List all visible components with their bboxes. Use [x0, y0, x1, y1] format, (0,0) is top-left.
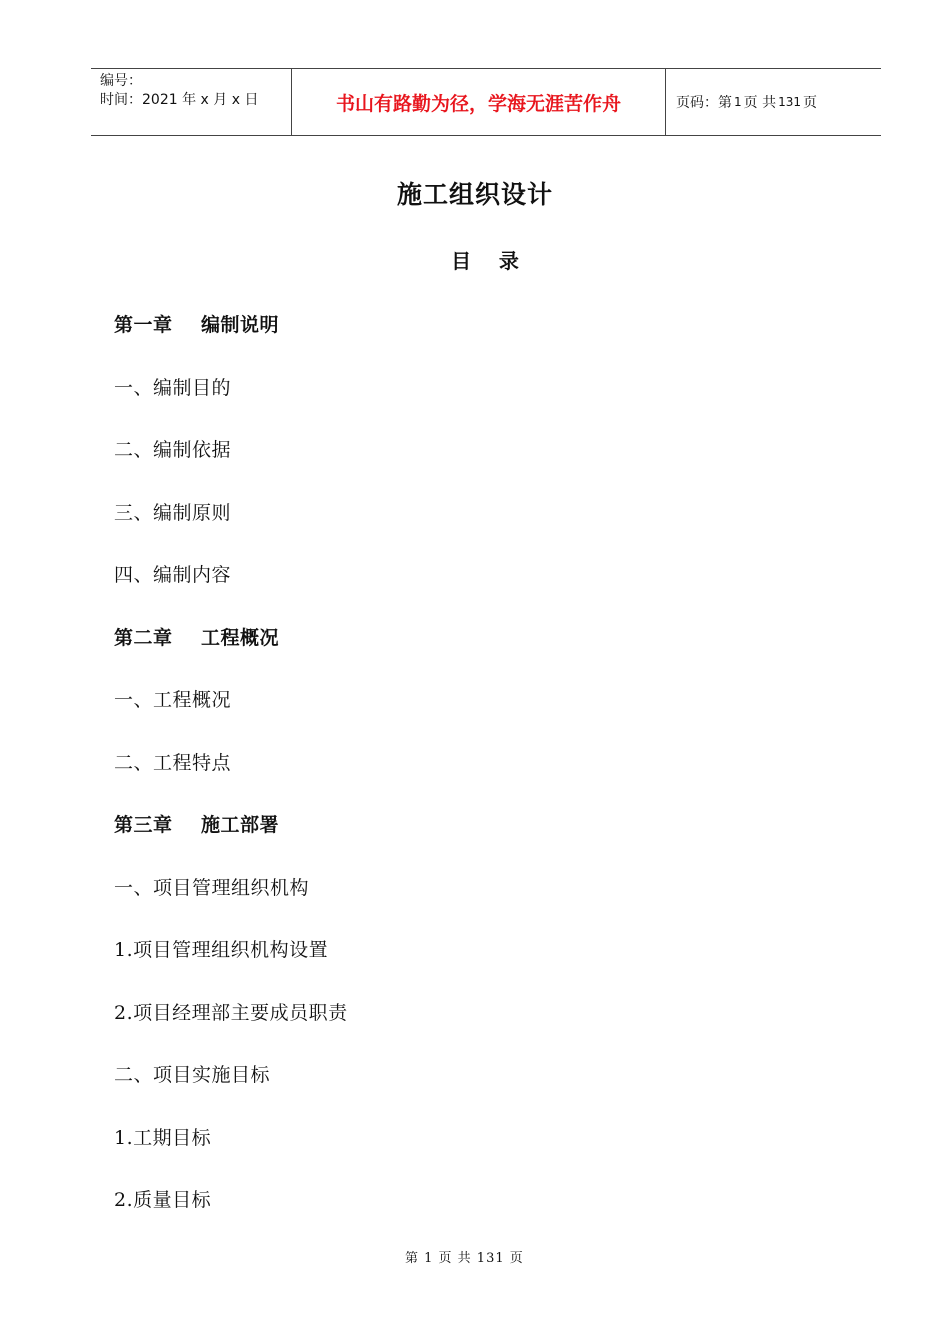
toc-chapter: 第三章 施工部署 — [114, 814, 279, 836]
toc-entry: 一、工程概况 — [114, 689, 232, 711]
page-prefix: 页码：第 — [676, 95, 732, 111]
toc-entry: 二、编制依据 — [114, 439, 232, 461]
toc-chapter: 第一章 编制说明 — [114, 314, 279, 336]
doc-time-line: 时间：2021 年 x 月 x 日 — [100, 92, 259, 108]
header-page-info — [666, 69, 881, 135]
doc-number-label: 编号： — [100, 73, 142, 89]
page-total: 131 — [778, 95, 801, 109]
toc-entry: 一、项目管理组织机构 — [114, 877, 310, 899]
header-motto: 书山有路勤为径，学海无涯苦作舟 — [292, 69, 666, 135]
toc-entry: 1.工期目标 — [114, 1127, 212, 1149]
toc-entry: 1.项目管理组织机构设置 — [114, 939, 329, 961]
page-suffix: 页 — [803, 95, 817, 111]
toc-entry: 二、工程特点 — [114, 752, 232, 774]
page-mid: 页 共 — [743, 95, 777, 111]
toc-heading: 目 录 — [451, 249, 519, 273]
toc-entry: 四、编制内容 — [114, 564, 232, 586]
toc-entry: 一、编制目的 — [114, 377, 232, 399]
toc-entry: 三、编制原则 — [114, 502, 232, 524]
toc-entry: 2.项目经理部主要成员职责 — [114, 1002, 348, 1024]
toc-entry: 二、项目实施目标 — [114, 1064, 271, 1086]
page-current: 1 — [734, 95, 742, 109]
page-header — [91, 68, 881, 136]
toc-entry: 2.质量目标 — [114, 1189, 212, 1211]
toc-chapter: 第二章 工程概况 — [114, 627, 279, 649]
header-meta-cell — [91, 69, 292, 135]
page-footer: 第 1 页 共 131 页 — [405, 1251, 524, 1266]
document-title: 施工组织设计 — [396, 180, 553, 209]
